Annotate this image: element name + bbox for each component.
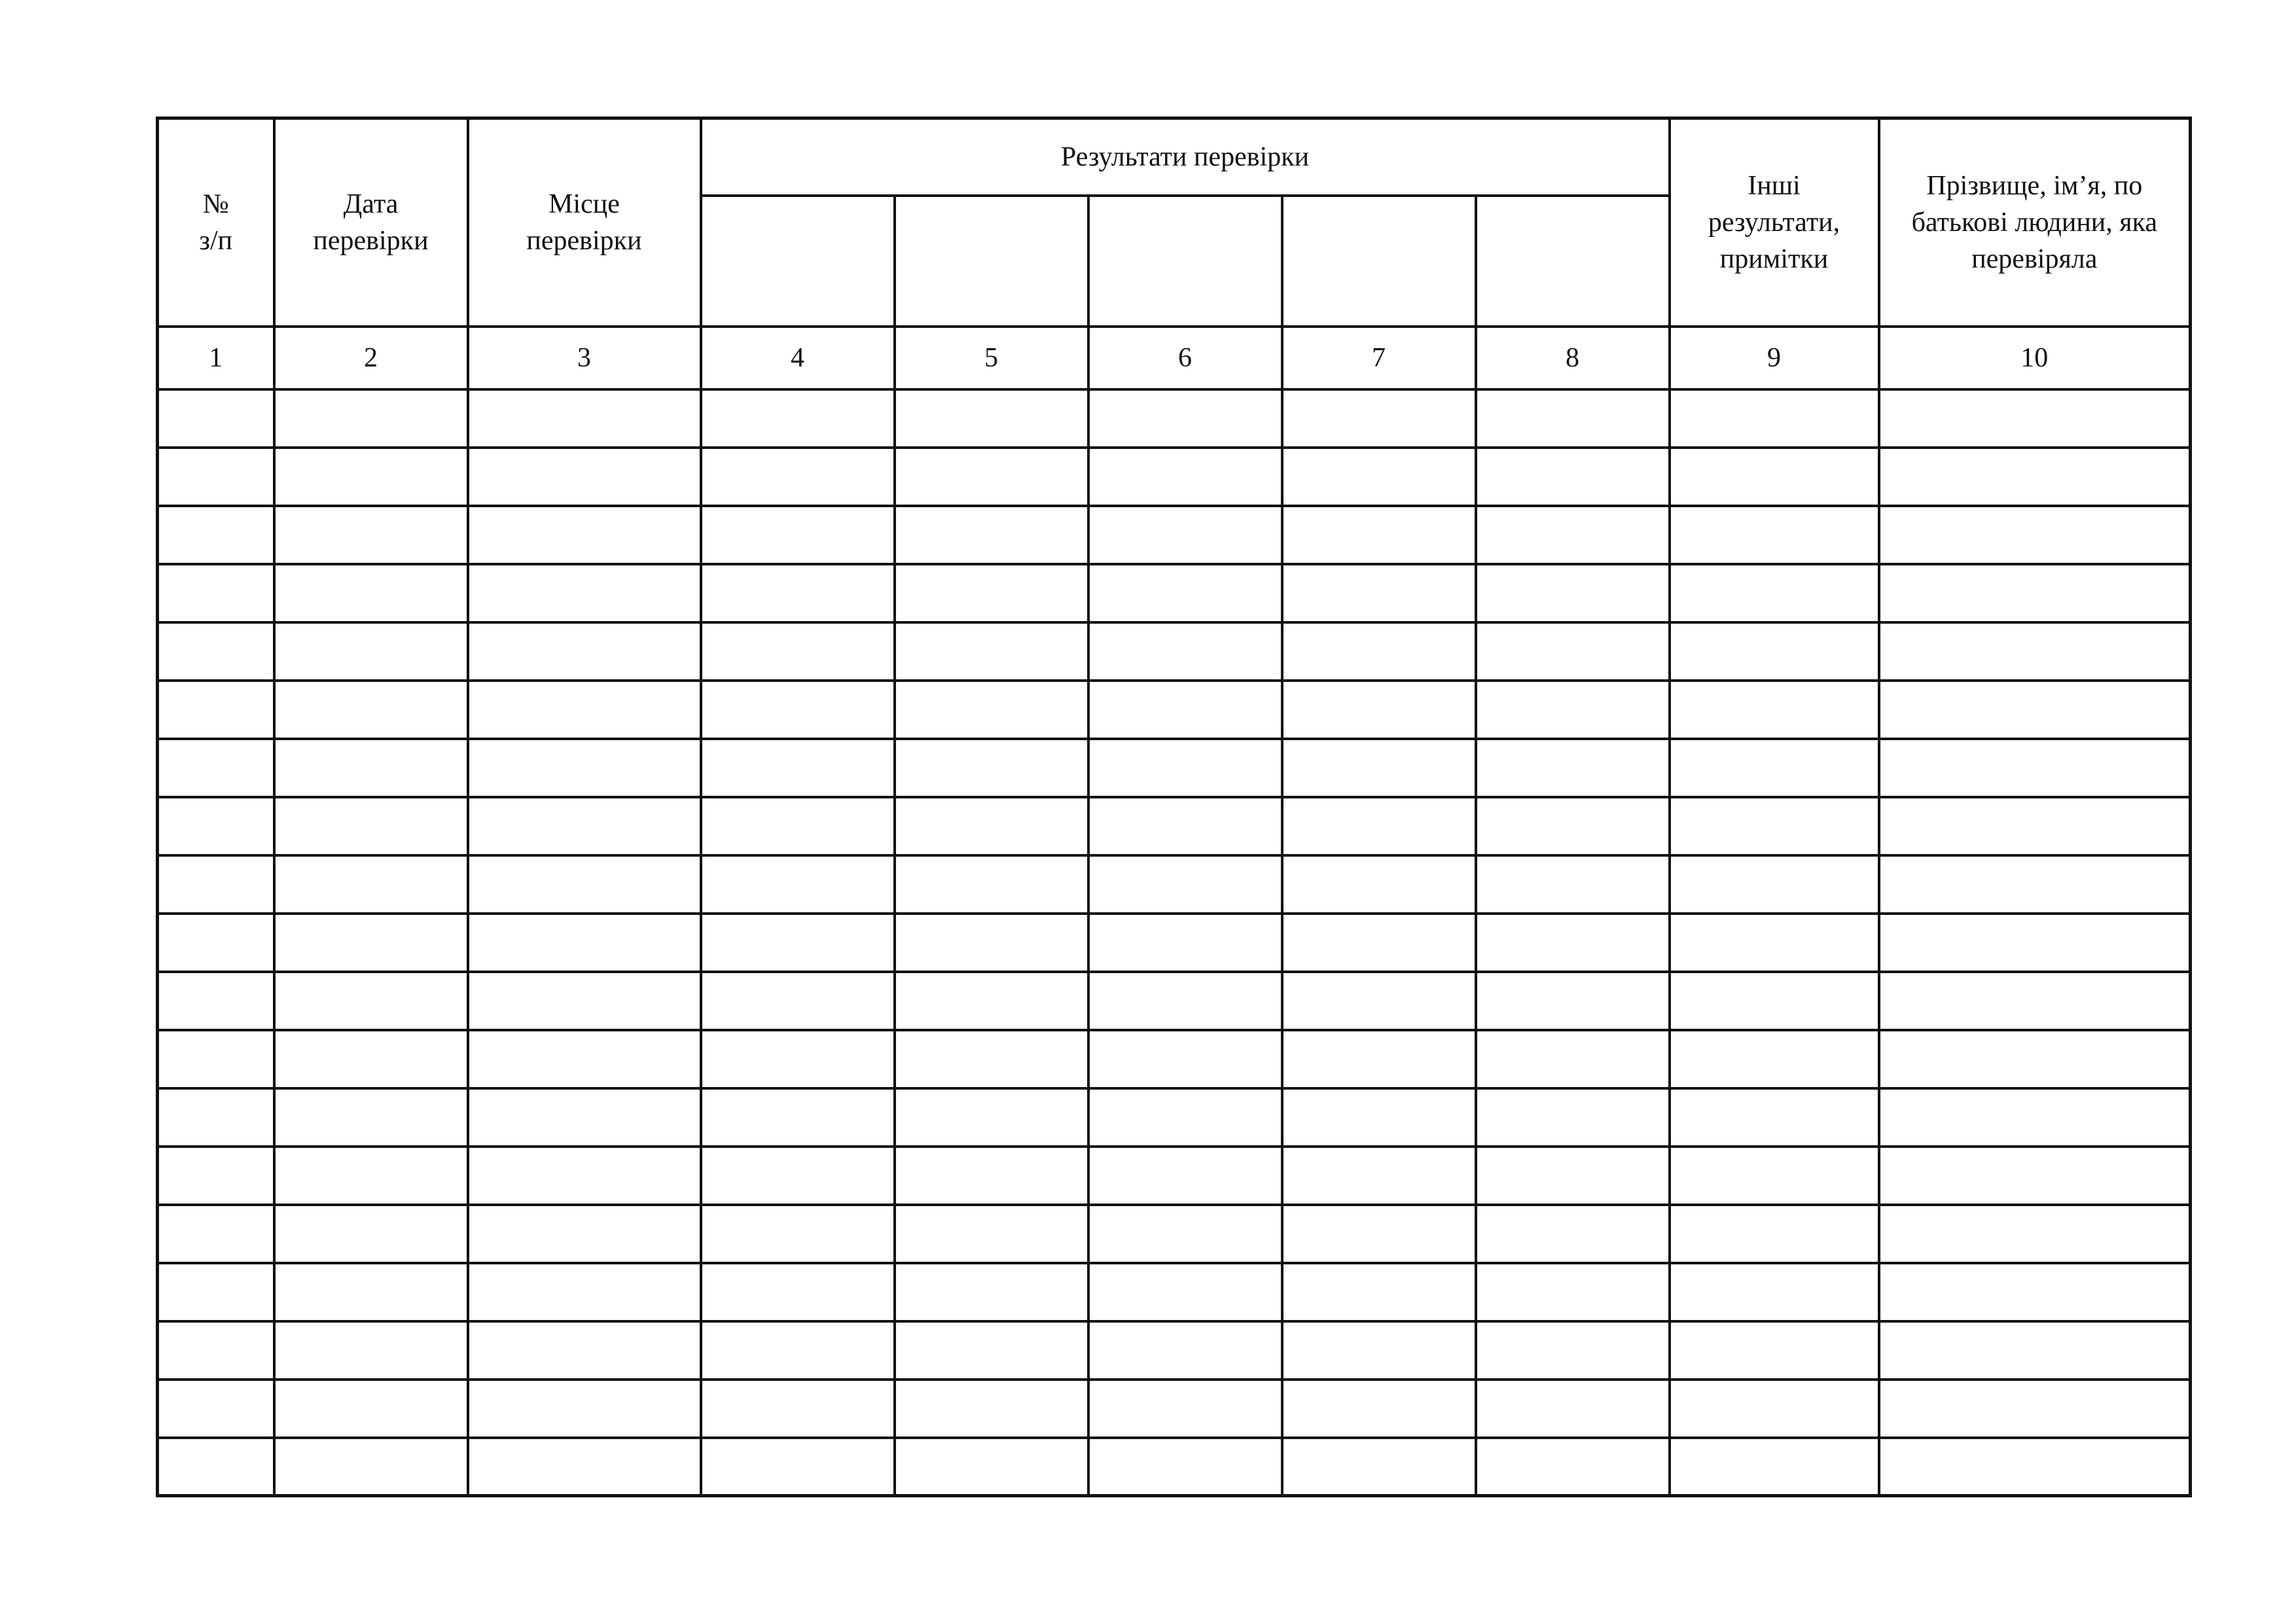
- table-cell[interactable]: [701, 1030, 895, 1088]
- table-cell[interactable]: [1282, 855, 1476, 914]
- table-cell[interactable]: [1088, 1030, 1282, 1088]
- header-place-label: Місце перевірки: [526, 188, 642, 256]
- table-cell[interactable]: [1282, 1380, 1476, 1438]
- table-row: [158, 1088, 2191, 1147]
- table-cell[interactable]: [701, 1438, 895, 1496]
- table-cell[interactable]: [1282, 1321, 1476, 1380]
- table-cell[interactable]: [895, 797, 1088, 855]
- table-cell[interactable]: [701, 1147, 895, 1205]
- header-other-label: Інші результати, примітки: [1708, 170, 1840, 274]
- table-cell[interactable]: [895, 389, 1088, 448]
- header-other-results: [1670, 118, 1879, 327]
- table-cell[interactable]: [1670, 506, 1879, 564]
- header-result-sub-4: [701, 196, 895, 327]
- table-cell[interactable]: [1282, 1263, 1476, 1321]
- table-row: [158, 1030, 2191, 1088]
- header-number-label: № з/п: [199, 188, 233, 256]
- header-result-sub-6: [1088, 196, 1282, 327]
- table-cell[interactable]: [158, 1263, 274, 1321]
- column-number: 1: [158, 327, 274, 389]
- table-cell[interactable]: [274, 1147, 468, 1205]
- table-cell[interactable]: [1879, 797, 2191, 855]
- table-cell[interactable]: [158, 1088, 274, 1147]
- table-cell[interactable]: [158, 448, 274, 506]
- header-place: [468, 118, 701, 327]
- table-cell[interactable]: [158, 389, 274, 448]
- table-cell[interactable]: [701, 1380, 895, 1438]
- table-cell[interactable]: [1088, 622, 1282, 681]
- table-cell[interactable]: [1476, 914, 1670, 972]
- table-row: [158, 1205, 2191, 1263]
- table-cell[interactable]: [1670, 797, 1879, 855]
- header-date: [274, 118, 468, 327]
- table-cell[interactable]: [1088, 855, 1282, 914]
- table-cell[interactable]: [895, 506, 1088, 564]
- table-cell[interactable]: [274, 1205, 468, 1263]
- table-cell[interactable]: [158, 1321, 274, 1380]
- table-row: [158, 972, 2191, 1030]
- table-cell[interactable]: [701, 1205, 895, 1263]
- table-cell[interactable]: [701, 914, 895, 972]
- table-cell[interactable]: [1282, 739, 1476, 797]
- table-cell[interactable]: [1476, 1030, 1670, 1088]
- header-result-sub-5: [895, 196, 1088, 327]
- table-cell[interactable]: [1670, 739, 1879, 797]
- table-cell[interactable]: [1476, 681, 1670, 739]
- table-cell[interactable]: [701, 1263, 895, 1321]
- table-cell[interactable]: [1670, 1088, 1879, 1147]
- table-cell[interactable]: [1879, 564, 2191, 622]
- table-cell[interactable]: [1282, 1088, 1476, 1147]
- table-cell[interactable]: [1879, 681, 2191, 739]
- table-cell[interactable]: [158, 1205, 274, 1263]
- table-cell[interactable]: [1088, 739, 1282, 797]
- table-cell[interactable]: [274, 681, 468, 739]
- table-cell[interactable]: [895, 622, 1088, 681]
- table-cell[interactable]: [895, 855, 1088, 914]
- table-cell[interactable]: [1088, 1438, 1282, 1496]
- table-cell[interactable]: [895, 1380, 1088, 1438]
- table-cell[interactable]: [274, 797, 468, 855]
- table-cell[interactable]: [1670, 855, 1879, 914]
- table-cell[interactable]: [1088, 797, 1282, 855]
- table-cell[interactable]: [274, 855, 468, 914]
- table-cell[interactable]: [1879, 855, 2191, 914]
- table-cell[interactable]: [274, 1088, 468, 1147]
- table-cell[interactable]: [1282, 622, 1476, 681]
- table-cell[interactable]: [1670, 622, 1879, 681]
- table-cell[interactable]: [1879, 1263, 2191, 1321]
- table-body: [158, 327, 2191, 1496]
- table-cell[interactable]: [1476, 1380, 1670, 1438]
- table-cell[interactable]: [701, 506, 895, 564]
- table-cell[interactable]: [1879, 1147, 2191, 1205]
- header-results-label: Результати перевірки: [1060, 141, 1310, 172]
- table-cell[interactable]: [1088, 1205, 1282, 1263]
- table-cell[interactable]: [1879, 1205, 2191, 1263]
- table-row: [158, 448, 2191, 506]
- table-cell[interactable]: [158, 1438, 274, 1496]
- table-row: [158, 1263, 2191, 1321]
- table-cell[interactable]: [468, 1438, 701, 1496]
- header-date-label: Дата перевірки: [313, 188, 429, 256]
- table-cell[interactable]: [1670, 1205, 1879, 1263]
- table-cell[interactable]: [895, 1088, 1088, 1147]
- header-inspector-name: [1879, 118, 2191, 327]
- table-cell[interactable]: [1476, 739, 1670, 797]
- table-cell[interactable]: [468, 448, 701, 506]
- table-cell[interactable]: [1476, 855, 1670, 914]
- table-cell[interactable]: [274, 506, 468, 564]
- table-cell[interactable]: [895, 1030, 1088, 1088]
- table-cell[interactable]: [468, 855, 701, 914]
- table-cell[interactable]: [158, 739, 274, 797]
- table-cell[interactable]: [1476, 1438, 1670, 1496]
- table-cell[interactable]: [1476, 448, 1670, 506]
- table-cell[interactable]: [1476, 622, 1670, 681]
- table-cell[interactable]: [1282, 797, 1476, 855]
- table-row: [158, 1147, 2191, 1205]
- table-cell[interactable]: [701, 389, 895, 448]
- table-cell[interactable]: [1476, 972, 1670, 1030]
- table-cell[interactable]: [701, 739, 895, 797]
- table-cell[interactable]: [274, 448, 468, 506]
- table-cell[interactable]: [1476, 1088, 1670, 1147]
- column-number: 4: [701, 327, 895, 389]
- table-cell[interactable]: [1879, 739, 2191, 797]
- table-cell[interactable]: [1282, 1030, 1476, 1088]
- table-cell[interactable]: [274, 972, 468, 1030]
- table-cell[interactable]: [895, 1321, 1088, 1380]
- table-cell[interactable]: [1879, 1321, 2191, 1380]
- table-cell[interactable]: [468, 1380, 701, 1438]
- table-row: [158, 914, 2191, 972]
- table-cell[interactable]: [1282, 914, 1476, 972]
- table-cell[interactable]: [274, 1438, 468, 1496]
- table-cell[interactable]: [158, 564, 274, 622]
- table-cell[interactable]: [1088, 506, 1282, 564]
- table-cell[interactable]: [1088, 1088, 1282, 1147]
- header-result-sub-8: [1476, 196, 1670, 327]
- table-cell[interactable]: [1088, 972, 1282, 1030]
- table-cell[interactable]: [1282, 389, 1476, 448]
- table-cell[interactable]: [158, 914, 274, 972]
- column-number-row: [158, 327, 2191, 389]
- table-cell[interactable]: [701, 972, 895, 1030]
- column-number: 7: [1282, 327, 1476, 389]
- table-cell[interactable]: [158, 855, 274, 914]
- column-number: 9: [1670, 327, 1879, 389]
- table-cell[interactable]: [468, 564, 701, 622]
- table-cell[interactable]: [158, 1030, 274, 1088]
- table-cell[interactable]: [1088, 681, 1282, 739]
- table-cell[interactable]: [468, 972, 701, 1030]
- table-cell[interactable]: [701, 1321, 895, 1380]
- table-cell[interactable]: [1670, 448, 1879, 506]
- table-cell[interactable]: [1282, 506, 1476, 564]
- table-cell[interactable]: [158, 1147, 274, 1205]
- table-cell[interactable]: [1088, 1380, 1282, 1438]
- table-cell[interactable]: [1282, 972, 1476, 1030]
- table-cell[interactable]: [1879, 622, 2191, 681]
- table-row: [158, 1380, 2191, 1438]
- table-row: [158, 681, 2191, 739]
- table-cell[interactable]: [1879, 1438, 2191, 1496]
- header-results-group: [701, 118, 1670, 196]
- table-cell[interactable]: [1879, 389, 2191, 448]
- table-cell[interactable]: [274, 1321, 468, 1380]
- table-cell[interactable]: [158, 622, 274, 681]
- table-cell[interactable]: [1879, 506, 2191, 564]
- table-cell[interactable]: [895, 1438, 1088, 1496]
- table-cell[interactable]: [1879, 448, 2191, 506]
- table-cell[interactable]: [701, 448, 895, 506]
- table-cell[interactable]: [895, 972, 1088, 1030]
- table-cell[interactable]: [1088, 914, 1282, 972]
- table-cell[interactable]: [1476, 797, 1670, 855]
- table-cell[interactable]: [274, 739, 468, 797]
- table-cell[interactable]: [1476, 1321, 1670, 1380]
- table-cell[interactable]: [895, 1263, 1088, 1321]
- table-cell[interactable]: [1088, 1147, 1282, 1205]
- table-cell[interactable]: [1282, 681, 1476, 739]
- table-cell[interactable]: [468, 506, 701, 564]
- table-cell[interactable]: [1879, 1088, 2191, 1147]
- column-number: 5: [895, 327, 1088, 389]
- table-cell[interactable]: [1088, 1321, 1282, 1380]
- table-cell[interactable]: [1670, 914, 1879, 972]
- table-cell[interactable]: [701, 564, 895, 622]
- table-cell[interactable]: [468, 797, 701, 855]
- table-cell[interactable]: [895, 1205, 1088, 1263]
- table-row: [158, 1438, 2191, 1496]
- table-cell[interactable]: [468, 389, 701, 448]
- table-cell[interactable]: [1670, 681, 1879, 739]
- table-cell[interactable]: [158, 797, 274, 855]
- table-cell[interactable]: [468, 1088, 701, 1147]
- table-cell[interactable]: [468, 1205, 701, 1263]
- table-cell[interactable]: [1670, 1263, 1879, 1321]
- header-row: [158, 118, 2191, 196]
- table-cell[interactable]: [274, 1380, 468, 1438]
- table-cell[interactable]: [274, 622, 468, 681]
- table-cell[interactable]: [468, 1263, 701, 1321]
- table-cell[interactable]: [1088, 389, 1282, 448]
- table-row: [158, 1321, 2191, 1380]
- table-cell[interactable]: [468, 1321, 701, 1380]
- table-cell[interactable]: [158, 681, 274, 739]
- table-row: [158, 739, 2191, 797]
- table-row: [158, 622, 2191, 681]
- table-cell[interactable]: [1879, 972, 2191, 1030]
- table-cell[interactable]: [1670, 389, 1879, 448]
- table-cell[interactable]: [1879, 1030, 2191, 1088]
- column-number: 2: [274, 327, 468, 389]
- table-cell[interactable]: [1670, 1321, 1879, 1380]
- table-cell[interactable]: [158, 1380, 274, 1438]
- table-cell[interactable]: [1670, 972, 1879, 1030]
- table-cell[interactable]: [895, 1147, 1088, 1205]
- table-cell[interactable]: [468, 681, 701, 739]
- table-cell[interactable]: [1670, 1030, 1879, 1088]
- column-number: 10: [1879, 327, 2191, 389]
- table-row: [158, 506, 2191, 564]
- table-row: [158, 564, 2191, 622]
- table-cell[interactable]: [895, 681, 1088, 739]
- table-cell[interactable]: [1282, 1147, 1476, 1205]
- column-number: 3: [468, 327, 701, 389]
- table-row: [158, 389, 2191, 448]
- table-cell[interactable]: [1476, 564, 1670, 622]
- table-cell[interactable]: [158, 506, 274, 564]
- column-number: 6: [1088, 327, 1282, 389]
- table-cell[interactable]: [1476, 506, 1670, 564]
- table-cell[interactable]: [895, 914, 1088, 972]
- table-cell[interactable]: [468, 739, 701, 797]
- table-cell[interactable]: [1088, 1263, 1282, 1321]
- table-cell[interactable]: [1282, 448, 1476, 506]
- table-cell[interactable]: [1282, 1438, 1476, 1496]
- column-number: 8: [1476, 327, 1670, 389]
- table-cell[interactable]: [1476, 1263, 1670, 1321]
- table-cell[interactable]: [274, 1263, 468, 1321]
- table-cell[interactable]: [274, 914, 468, 972]
- header-result-sub-7: [1282, 196, 1476, 327]
- header-inspector-label: Прізвище, ім’я, по батькові людини, яка перевіряла: [1911, 170, 2157, 274]
- table-cell[interactable]: [468, 1147, 701, 1205]
- header-number: [158, 118, 274, 327]
- table-cell[interactable]: [1088, 448, 1282, 506]
- table-cell[interactable]: [895, 448, 1088, 506]
- table-cell[interactable]: [701, 1088, 895, 1147]
- table-cell[interactable]: [1476, 1147, 1670, 1205]
- table-cell[interactable]: [1282, 564, 1476, 622]
- table-cell[interactable]: [1670, 564, 1879, 622]
- table-cell[interactable]: [1476, 389, 1670, 448]
- table-row: [158, 855, 2191, 914]
- table-cell[interactable]: [1670, 1438, 1879, 1496]
- table-cell[interactable]: [274, 564, 468, 622]
- table-cell[interactable]: [701, 855, 895, 914]
- inspection-journal-table: [156, 116, 2192, 1497]
- table-cell[interactable]: [1879, 914, 2191, 972]
- table-cell[interactable]: [1476, 1205, 1670, 1263]
- table-cell[interactable]: [274, 389, 468, 448]
- table-cell[interactable]: [274, 1030, 468, 1088]
- table-cell[interactable]: [158, 972, 274, 1030]
- table-cell[interactable]: [701, 681, 895, 739]
- table-cell[interactable]: [895, 739, 1088, 797]
- table-cell[interactable]: [701, 622, 895, 681]
- table-cell[interactable]: [1670, 1380, 1879, 1438]
- table-cell[interactable]: [468, 914, 701, 972]
- table-cell[interactable]: [468, 622, 701, 681]
- table-cell[interactable]: [468, 1030, 701, 1088]
- table-cell[interactable]: [1088, 564, 1282, 622]
- table-row: [158, 797, 2191, 855]
- table-cell[interactable]: [1879, 1380, 2191, 1438]
- table-cell[interactable]: [1282, 1205, 1476, 1263]
- table-cell[interactable]: [895, 564, 1088, 622]
- table-cell[interactable]: [701, 797, 895, 855]
- table-cell[interactable]: [1670, 1147, 1879, 1205]
